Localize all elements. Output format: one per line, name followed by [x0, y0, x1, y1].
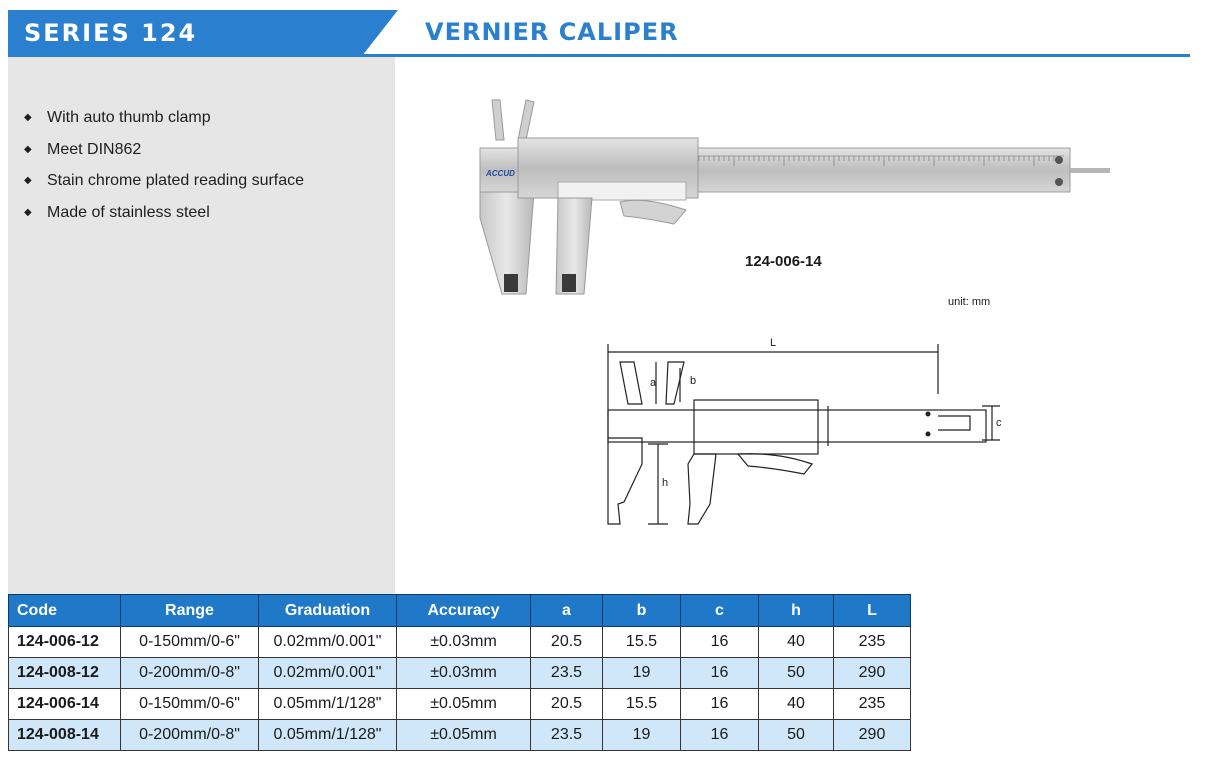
cell-accuracy: ±0.05mm [397, 720, 531, 751]
diamond-bullet-icon: ◆ [24, 112, 32, 123]
dimension-L-label: L [770, 337, 777, 349]
table-row [9, 689, 911, 720]
cell-graduation: 0.05mm/1/128" [259, 720, 397, 751]
cell-h: 40 [759, 627, 834, 658]
feature-item: ◆ Made of stainless steel [24, 197, 304, 229]
cell-L: 290 [834, 658, 911, 689]
cell-graduation: 0.02mm/0.001" [259, 658, 397, 689]
cell-range: 0-150mm/0-6" [121, 689, 259, 720]
feature-item: ◆ With auto thumb clamp [24, 102, 304, 134]
cell-b: 15.5 [603, 627, 681, 658]
series-tab [8, 10, 363, 56]
cell-a: 20.5 [531, 627, 603, 658]
feature-item: ◆ Meet DIN862 [24, 134, 304, 166]
column-header: Graduation [259, 595, 397, 627]
cell-b: 15.5 [603, 689, 681, 720]
cell-b: 19 [603, 720, 681, 751]
table-row [9, 627, 911, 658]
cell-code: 124-006-14 [9, 689, 121, 720]
diamond-bullet-icon: ◆ [24, 143, 32, 155]
column-header: Code [9, 595, 121, 627]
cell-L: 235 [834, 689, 911, 720]
table-row [9, 658, 911, 689]
dimension-c-label: c [996, 417, 1002, 429]
page-title: VERNIER CALIPER [425, 18, 679, 46]
cell-a: 20.5 [531, 689, 603, 720]
cell-accuracy: ±0.03mm [397, 627, 531, 658]
unit-label: unit: mm [948, 296, 991, 308]
cell-code: 124-008-12 [9, 658, 121, 689]
cell-graduation: 0.02mm/0.001" [259, 627, 397, 658]
cell-code: 124-008-14 [9, 720, 121, 751]
cell-c: 16 [681, 720, 759, 751]
cell-b: 19 [603, 658, 681, 689]
cell-range: 0-200mm/0-8" [121, 658, 259, 689]
model-label: 124-006-14 [745, 253, 822, 270]
dimension-h-label: h [662, 477, 669, 489]
cell-accuracy: ±0.03mm [397, 658, 531, 689]
spec-table [8, 594, 911, 751]
column-header: a [531, 595, 603, 627]
brand-logo: ACCUD [486, 169, 515, 178]
dimension-drawing [598, 334, 1003, 534]
cell-h: 50 [759, 720, 834, 751]
cell-c: 16 [681, 658, 759, 689]
cell-a: 23.5 [531, 720, 603, 751]
diamond-bullet-icon: ◆ [24, 175, 32, 186]
column-header: Range [121, 595, 259, 627]
table-header-row [9, 595, 911, 627]
diamond-bullet-icon: ◆ [24, 206, 32, 218]
cell-c: 16 [681, 627, 759, 658]
dimension-a-label: a [650, 377, 657, 389]
cell-h: 50 [759, 658, 834, 689]
column-header: Accuracy [397, 595, 531, 627]
cell-L: 235 [834, 627, 911, 658]
series-tab-slant [362, 10, 398, 56]
column-header: L [834, 595, 911, 627]
column-header: c [681, 595, 759, 627]
cell-graduation: 0.05mm/1/128" [259, 689, 397, 720]
cell-code: 124-006-12 [9, 627, 121, 658]
cell-h: 40 [759, 689, 834, 720]
cell-c: 16 [681, 689, 759, 720]
cell-accuracy: ±0.05mm [397, 689, 531, 720]
feature-list [24, 102, 304, 228]
column-header: h [759, 595, 834, 627]
cell-range: 0-150mm/0-6" [121, 627, 259, 658]
series-label: SERIES 124 [24, 19, 198, 47]
cell-a: 23.5 [531, 658, 603, 689]
feature-item: ◆ Stain chrome plated reading surface [24, 165, 304, 197]
column-header: b [603, 595, 681, 627]
cell-L: 290 [834, 720, 911, 751]
table-row [9, 720, 911, 751]
dimension-b-label: b [690, 375, 697, 387]
cell-range: 0-200mm/0-8" [121, 720, 259, 751]
